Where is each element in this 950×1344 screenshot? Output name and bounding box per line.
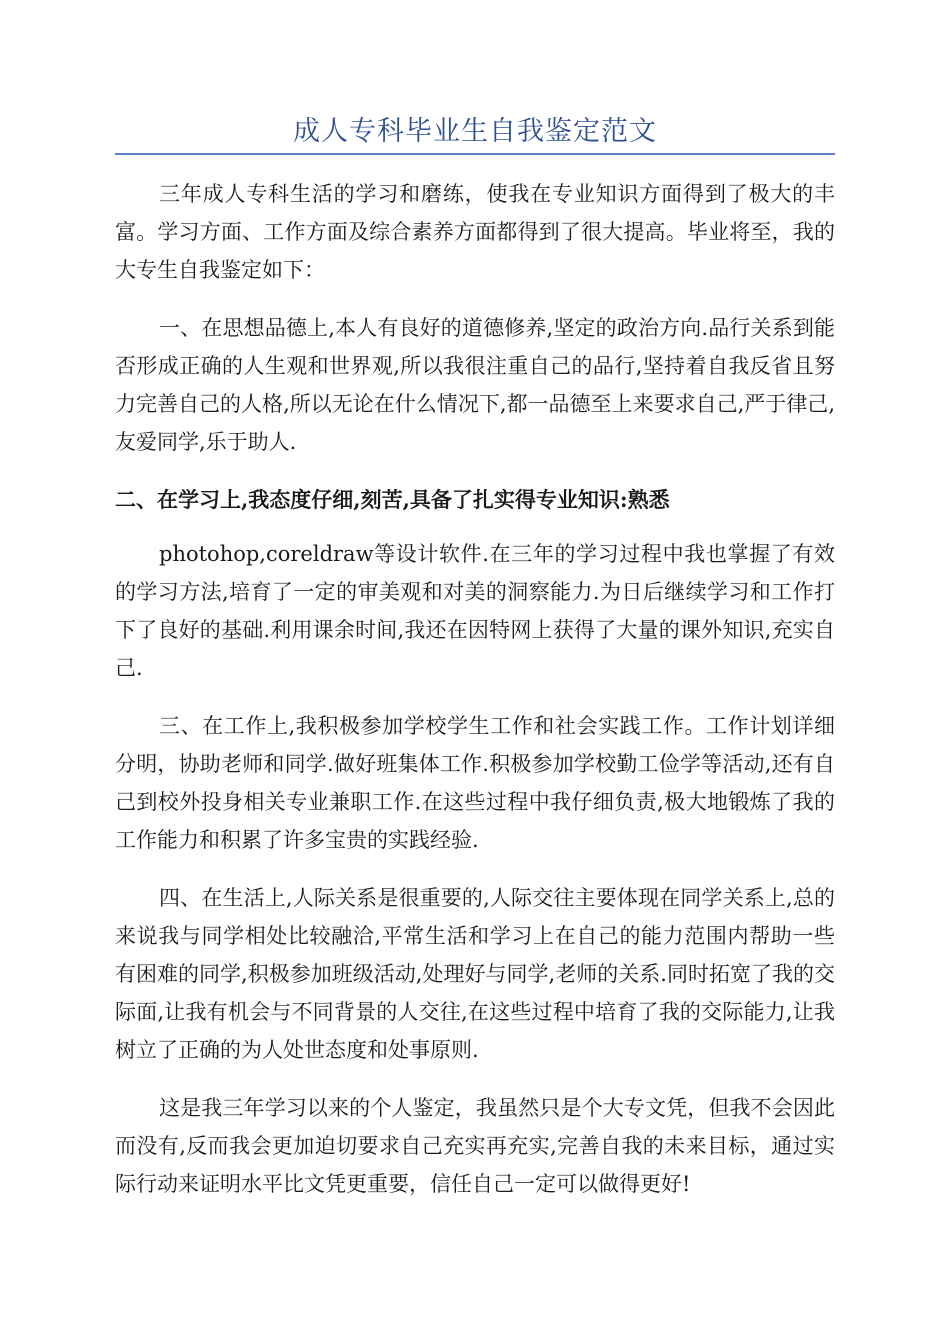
- paragraph-study: photohop,coreldraw等设计软件.在三年的学习过程中我也掌握了有效的学习方法,培育了一定的审美观和对美的洞察能力.为日后继续学习和工作打下了良好的基础.利用课余时间,我还在因特网上获得了大量的课外知识,充实自己.: [115, 542, 835, 680]
- paragraph-intro: 三年成人专科生活的学习和磨练，使我在专业知识方面得到了极大的丰富。学习方面、工作方面及综合素养方面都得到了很大提高。毕业将至，我的大专生自我鉴定如下：: [115, 182, 835, 282]
- paragraph-study-heading: 二、在学习上,我态度仔细,刻苦,具备了扎实得专业知识:熟悉: [115, 487, 670, 512]
- title-underline: [115, 153, 835, 155]
- paragraph-work: 三、在工作上,我积极参加学校学生工作和社会实践工作。工作计划详细分明，协助老师和同学.做好班集体工作.积极参加学校勤工俭学等活动,还有自己到校外投身相关专业兼职工作.在这些过程中我仔细负责,极大地锻炼了我的工作能力和积累了许多宝贵的实践经验.: [115, 714, 835, 852]
- paragraph-morality: 一、在思想品德上,本人有良好的道德修养,坚定的政治方向.品行关系到能否形成正确的人生观和世界观,所以我很注重自己的品行,坚持着自我反省且努力完善自己的人格,所以无论在什么情况下,都一品德至上来要求自己,严于律己,友爱同学,乐于助人.: [115, 316, 835, 454]
- document-title: 成人专科毕业生自我鉴定范文: [293, 116, 657, 147]
- document-body: [115, 175, 835, 1223]
- paragraph-conclusion: 这是我三年学习以来的个人鉴定，我虽然只是个大专文凭，但我不会因此而没有,反而我会更加迫切要求自己充实再充实,完善自我的未来目标，通过实际行动来证明水平比文凭更重要，信任自己一定可以做得更好!: [115, 1096, 835, 1196]
- paragraph-life: 四、在生活上,人际关系是很重要的,人际交往主要体现在同学关系上,总的来说我与同学相处比较融洽,平常生活和学习上在自己的能力范围内帮助一些有困难的同学,积极参加班级活动,处理好与同学,老师的关系.同时拓宽了我的交际面,让我有机会与不同背景的人交往,在这些过程中培育了我的交际能力,让我树立了正确的为人处世态度和处事原则.: [115, 886, 835, 1062]
